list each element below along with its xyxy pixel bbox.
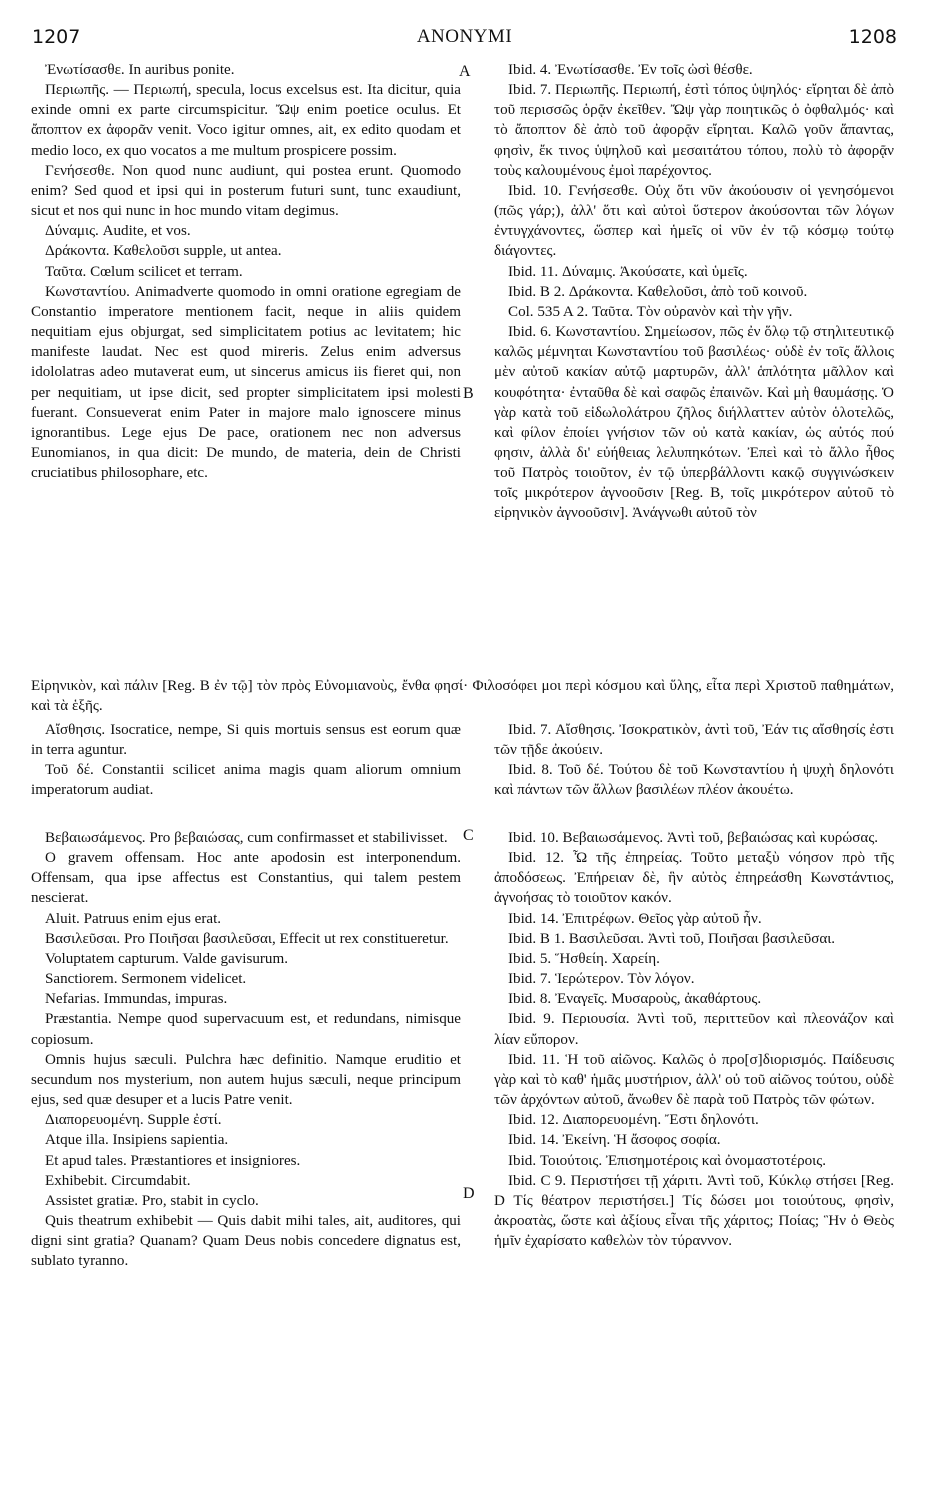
greek-note: Ibid. 9. Περιουσία. Ἀντὶ τοῦ, περιττεῦον καὶ πλεονάζον καὶ λίαν εὔπορον.: [494, 1011, 894, 1048]
latin-note: Βασιλεῦσαι. Pro Ποιῆσαι βασιλεῦσαι, Effecit ut rex constitueretur.: [45, 930, 449, 947]
greek-note: Ibid. Τοιούτοις. Ἐπισημοτέροις καὶ ὀνομαστοτέροις.: [508, 1152, 826, 1169]
greek-note: Ibid. 8. Τοῦ δέ. Τούτου δὲ τοῦ Κωνσταντίου ἡ ψυχὴ δηλονότι καὶ πάντων τῶν ἄλλων βασιλέων πλέον ἀκουέτω.: [494, 762, 894, 799]
left-column-bottom: [31, 828, 461, 1271]
right-column-middle: [494, 720, 894, 801]
greek-note: Ibid. 12. Ὦ τῆς ἐπηρείας. Τοῦτο μεταξὺ νόησον πρὸ τῆς ἀποδόσεως. Ἐπήρειαν δὲ, ἣν αὐτὸς ἐπηρεάσθη Κωνστάντιος, ἀγνοήσας τὸ τοιοῦτον κακόν.: [494, 850, 894, 907]
page-number-left: 1207: [32, 26, 81, 48]
latin-note: Omnis hujus sæculi. Pulchra hæc definitio. Namque eruditio et secundum nos mysterium, non autem hujus sæculi, neque principum ejus, sed quæ desuper et a lucis Patre venit.: [31, 1051, 461, 1109]
right-column-top: [494, 60, 894, 524]
greek-note: Ibid. 7. Αἴσθησις. Ἰσοκρατικὸν, ἀντὶ τοῦ, Ἐάν τις αἴσθησίς ἐστι τῶν τῇδε ἀκούειν.: [494, 722, 894, 759]
latin-note: Δύναμις. Audite, et vos.: [45, 223, 191, 240]
margin-letter-b: B: [463, 385, 474, 402]
latin-note: Sanctiorem. Sermonem videlicet.: [45, 971, 247, 988]
greek-note: Ibid. 7. Ἱερώτερον. Τὸν λόγον.: [508, 971, 695, 988]
latin-note: Περιωπῆς. — Περιωπή, specula, locus excelsus est. Ita dicitur, quia exinde omni ex parte circumspicitur. Ὤψ enim poetice oculus. Et ἄποπτον ex ἀφορᾶν venit. Voco igitur omnes, ait, ex edito quodam et medio loco, ex quo vocatos a me multum prospicere possim.: [31, 82, 461, 159]
latin-note: Τοῦ δέ. Constantii scilicet anima magis quam aliorum omnium imperatorum audiat.: [31, 762, 461, 799]
margin-letter-d: D: [463, 1185, 475, 1202]
page-header: [0, 26, 929, 56]
running-title: ANONYMI: [416, 26, 513, 47]
greek-note: Ibid. B 2. Δράκοντα. Καθελοῦσι, ἀπὸ τοῦ κοινοῦ.: [508, 283, 808, 300]
greek-note: Ibid. 11. Ἡ τοῦ αἰῶνος. Καλῶς ὁ προ[σ]διορισμός. Παίδευσις γὰρ καὶ τὸ καθ' ἡμᾶς μυστήριον, ἀλλ' οὐ τοῦ αἰῶνος τούτου, οὐδὲ τῶν ἀρχόντων αὐτοῦ, ἄνωθεν δὲ παρὰ τοῦ Πατρὸς τῶν φώτων.: [494, 1051, 894, 1109]
greek-note: Col. 535 A 2. Ταῦτα. Τὸν οὐρανὸν καὶ τὴν γῆν.: [508, 303, 793, 320]
latin-note: Αἴσθησις. Isocratice, nempe, Si quis mortuis sensus est eorum quæ in terra aguntur.: [31, 722, 461, 759]
latin-note: Atque illa. Insipiens sapientia.: [45, 1132, 229, 1149]
greek-note: Ibid. 10. Βεβαιωσάμενος. Ἀντὶ τοῦ, βεβαιώσας καὶ κυρώσας.: [508, 830, 879, 846]
latin-note: Præstantia. Nempe quod supervacuum est, et redundans, nimisque copiosum.: [31, 1011, 461, 1048]
latin-note: Et apud tales. Præstantiores et insigniores.: [45, 1152, 301, 1169]
latin-note: Κωνσταντίου. Animadverte quomodo in omni oratione egregiam de Constantio imperatore mentionem facit, neque in aliis quidem nequitiam ejus objurgat, sed simplicitatem potius ac levitatem; hic manifeste laudat. Nec est quod mireris. Zelus enim adversus idololatras adeo mutaverat eum, ut sincerus amicus iis fieret qui, non per nequitiam, ut ipse dicit, sed propter simplicitatem ipsi molesti fuerant. Consueverat enim Pater in majore malo ignoscere minus ignorantibus. Lege ejus De pace, orationem nec non adversus Eunomianos, in qua dicit: De mundo, de materia, dein de Christi cruciatibus philosophare, etc.: [31, 283, 461, 482]
greek-note: Ibid. 10. Γενήσεσθε. Οὐχ ὅτι νῦν ἀκούουσιν οἱ γενησόμενοι (πῶς γάρ;), ἀλλ' ὅτι καὶ αὐτοὶ ὕστερον ἀκούσονται τῶν λόγων ἐντυγχάνοντες, ὥσπερ καὶ ἡμεῖς οἱ νῦν ἐν τῷ κόσμῳ τούτῳ διάγοντες.: [494, 182, 894, 260]
latin-note: Aluit. Patruus enim ejus erat.: [45, 910, 222, 927]
greek-note: Ibid. 14. Ἐκείνη. Ἡ ἄσοφος σοφία.: [508, 1132, 721, 1149]
latin-note: O gravem offensam. Hoc ante apodosin est interponendum. Offensam, qua ipse affectus est Constantius, qui talem pestem nescierat.: [31, 850, 461, 907]
latin-note: Nefarias. Immundas, impuras.: [45, 991, 228, 1008]
greek-note: Ibid. C 9. Περιστήσει τῇ χάριτι. Ἀντὶ τοῦ, Κύκλῳ στήσει [Reg. D Τίς θέατρον περιστήσει.] Τίς δώσει μοι τοιούτους, φησὶν, ἀκροατὰς, ὥστε καὶ ἀξίους εἶναι τῆς χάριτος; Ποίας; Ἣν ὁ Θεὸς ἡμῖν ἐχαρίσατο καθελὼν τὸν τύραννον.: [494, 1172, 894, 1250]
greek-note: Ibid. 12. Διαπορευομένη. Ἔστι δηλονότι.: [508, 1112, 759, 1129]
latin-note: Voluptatem capturum. Valde gavisurum.: [45, 950, 288, 967]
greek-note: Ibid. 7. Περιωπῆς. Περιωπή, ἐστὶ τόπος ὑψηλός· εἴρηται δὲ ἀπὸ τοῦ περισσῶς ὁρᾷν ἐκεῖθεν. Ὤψ γὰρ ποιητικῶς ὁ ὀφθαλμός· καὶ τὸ ἄποπτον δὲ ἀπὸ τοῦ ἀφορᾷν εἴρηται. Καλῶ γοῦν ἅπαντας, φησὶν, ἔκ τινος ὑψηλοῦ καὶ μεσαιτάτου τόπου, πολὺ τὸ ἀφορᾷν τοὺς καλουμένους ἐμοὶ παρέχοντος.: [494, 82, 894, 179]
right-column-bottom: [494, 828, 894, 1251]
greek-note: Ibid. B 1. Βασιλεῦσαι. Ἀντὶ τοῦ, Ποιῆσαι βασιλεῦσαι.: [508, 930, 836, 947]
left-column-middle: [31, 720, 461, 801]
page-number-right: 1208: [848, 26, 897, 48]
full-width-continuation: [31, 676, 894, 716]
greek-note: Ibid. 5. Ἥσθείη. Χαρείη.: [508, 950, 660, 967]
greek-note: Ibid. 6. Κωνσταντίου. Σημείωσον, πῶς ἐν ὅλῳ τῷ στηλιτευτικῷ καλῶς μέμνηται Κωνσταντίου τοῦ βασιλέως· οὐδὲ ἐν τοῖς ἄλλοις μὲν αὐτοῦ κακίαν αὐτῷ μαρτυρῶν, ἀλλ' ἁπλότητα μᾶλλον καὶ κουφότητα· ἐνταῦθα δὲ καὶ σαφῶς ἐπαινῶν. Καὶ μὴ θαυμάσῃς. Ὁ γὰρ κατὰ τοῦ εἰδωλολάτρου ζῆλος διήλλαττεν αὐτὸν ὁλοτελῶς, καὶ φίλον ἐποίει γνήσιον τῶν οὐ κατὰ κακίαν, ὡς αὐτός πού φησιν, ἀλλὰ δι' εὐήθειας λελυπηκότων. Ἐπεὶ καὶ τὸ ἄλλο ἦθος τοῦ Πατρὸς τοιοῦτον, ἐν τῷ ὑπερβάλλοντι κακῷ συγγινώσκειν τοῖς μικρότερον ἀγνοοῦσιν [Reg. B, τοῖς μικρότερον αὐτοῦ τὸ εἰρηνικὸν ἀγνοοῦσιν]. Ἀνάγνωθι αὐτοῦ τὸν: [494, 324, 894, 522]
greek-continuation: Εἰρηνικὸν, καὶ πάλιν [Reg. B ἐν τῷ] τὸν πρὸς Εὐνομιανοὺς, ἔνθα φησί· Φιλοσόφει μοι περὶ κόσμου καὶ ὕλης, εἶτα περὶ Χριστοῦ παθημάτων, καὶ τὰ ἑξῆς.: [31, 678, 894, 715]
margin-letter-a: A: [459, 63, 471, 80]
latin-note: Quis theatrum exhibebit — Quis dabit mihi tales, ait, auditores, qui digni sint gratia? Quanam? Quam Deus nobis concedere dignatus est, sublato tyranno.: [31, 1212, 461, 1270]
greek-note: Ibid. 14. Ἐπιτρέφων. Θεῖος γὰρ αὐτοῦ ἦν.: [508, 910, 762, 927]
left-column-top: [31, 60, 461, 483]
latin-note: Βεβαιωσάμενος. Pro βεβαιώσας, cum confirmasset et stabilivisset.: [45, 830, 448, 846]
latin-note: Διαπορευομένη. Supple ἐστί.: [45, 1112, 222, 1129]
greek-note: Ibid. 8. Ἐναγεῖς. Μυσαροὺς, ἀκαθάρτους.: [508, 991, 762, 1008]
latin-note: Γενήσεσθε. Non quod nunc audiunt, qui postea erunt. Quomodo enim? Sed quod et ipsi qui in posterum futuri sunt, tunc exaudiunt, sicut et nos qui nunc in hoc mundo vitam degimus.: [31, 162, 461, 220]
latin-note: Exhibebit. Circumdabit.: [45, 1172, 191, 1189]
latin-note: Ἐνωτίσασθε. In auribus ponite.: [45, 62, 235, 78]
margin-letter-c: C: [463, 827, 474, 844]
latin-note: Δράκοντα. Καθελοῦσι supple, ut antea.: [45, 243, 282, 260]
greek-note: Ibid. 4. Ἐνωτίσασθε. Ἐν τοῖς ὠσὶ θέσθε.: [508, 62, 753, 78]
greek-note: Ibid. 11. Δύναμις. Ἀκούσατε, καὶ ὑμεῖς.: [508, 263, 748, 280]
latin-note: Ταῦτα. Cœlum scilicet et terram.: [45, 263, 243, 280]
latin-note: Assistet gratiæ. Pro, stabit in cyclo.: [45, 1192, 259, 1209]
